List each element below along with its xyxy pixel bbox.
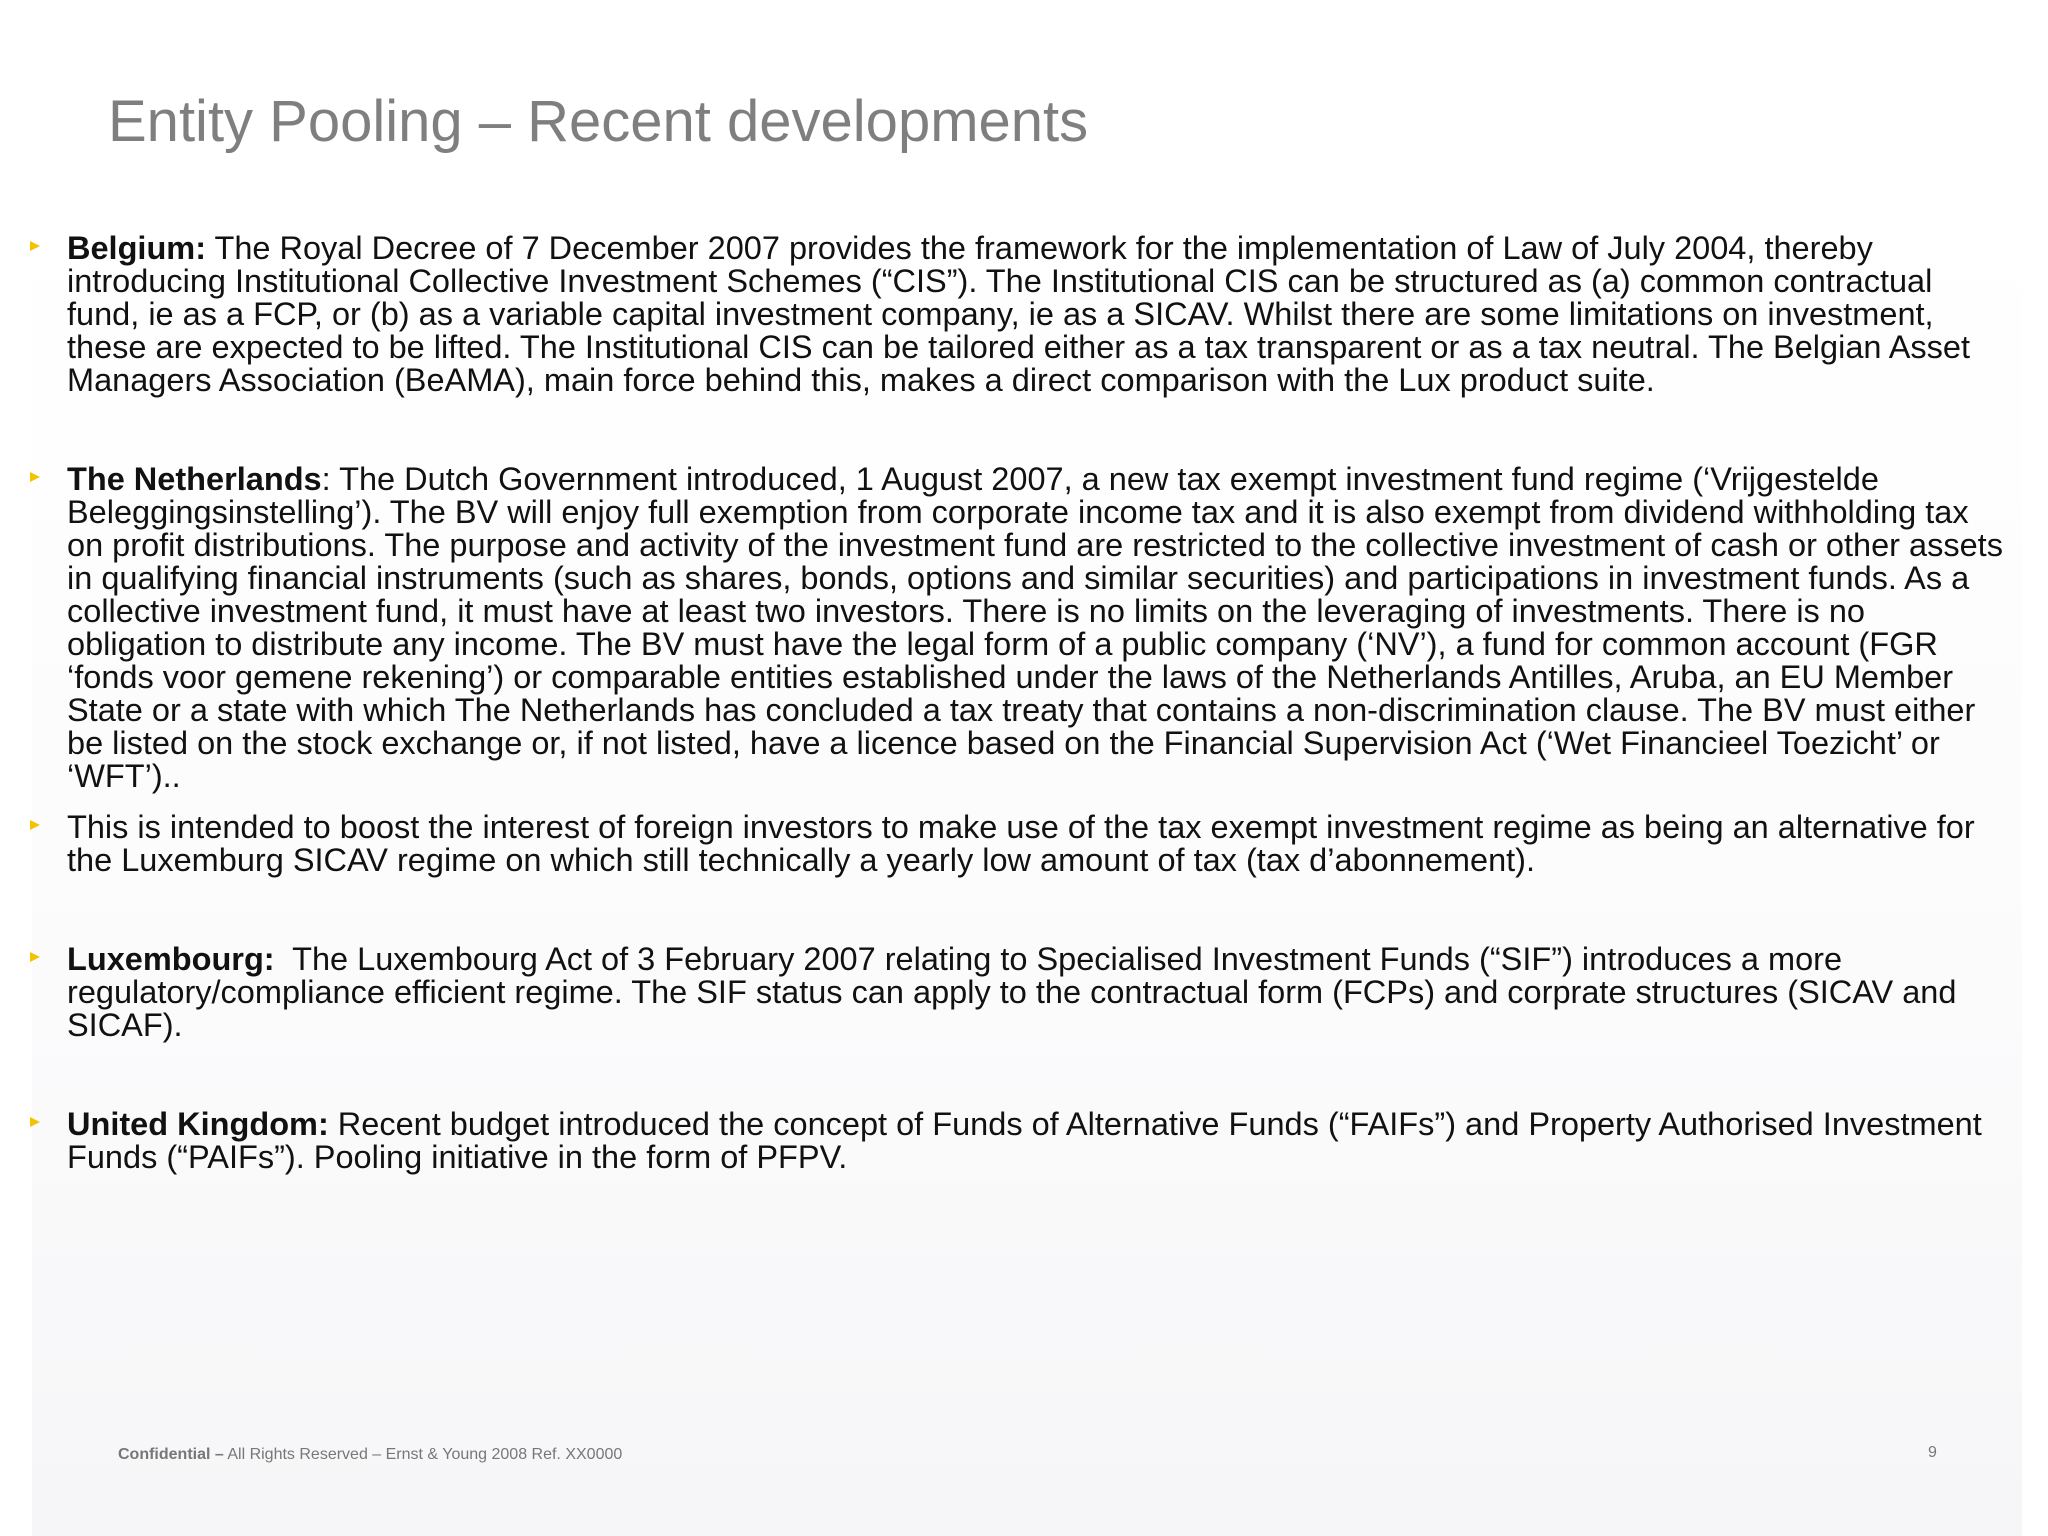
bullet-arrow-icon <box>30 241 40 251</box>
bullet-text: The Royal Decree of 7 December 2007 provides the framework for the implementation of Law of July 2004, thereby introducing Institutional Collective Investment Schemes (“CIS”). The Institutional CIS can be structured as (a) common contractual fund, ie as a FCP, or (b) as a variable capital investment company, ie as a SICAV. Whilst there are some limitations on investment, these are expected to be lifted. The Institutional CIS can be tailored either as a tax transparent or as a tax neutral. The Belgian Asset Managers Association (BeAMA), main force behind this, makes a direct comparison with the Lux product suite. <box>67 230 1970 398</box>
bullet-arrow-icon <box>30 472 40 482</box>
bullet-netherlands-followup <box>30 811 2010 877</box>
bullet-list <box>30 232 2010 1174</box>
bullet-separator: : <box>321 461 340 497</box>
bullet-separator <box>329 1106 338 1142</box>
bullet-text: This is intended to boost the interest of foreign investors to make use of the tax exempt investment regime as being an alternative for the Luxemburg SICAV regime on which still technically a yearly low amount of tax (tax d’abonnement). <box>67 809 1975 878</box>
footer-confidential-label: Confidential – <box>118 1446 224 1463</box>
bullet-text: The Luxembourg Act of 3 February 2007 relating to Specialised Investment Funds (“SIF”) introduces a more regulatory/compliance efficient regime. The SIF status can apply to the contractual form (FCPs) and corprate structures (SICAV and SICAF). <box>67 941 1957 1043</box>
bullet-label: Luxembourg: <box>67 941 275 977</box>
footer-confidentiality <box>118 1446 622 1464</box>
bullet-united-kingdom <box>30 1108 2010 1174</box>
bullet-separator <box>275 941 292 977</box>
bullet-netherlands <box>30 463 2010 793</box>
bullet-arrow-icon <box>30 952 40 962</box>
page-number: 9 <box>1928 1444 1937 1461</box>
bullet-text: The Dutch Government introduced, 1 August 2007, a new tax exempt investment fund regime (‘Vrijgestelde Beleggingsinstelling’). The BV will enjoy full exemption from corporate income tax and it is also exempt from dividend withholding tax on profit distributions. The purpose and activity of the investment fund are restricted to the collective investment of cash or other assets in qualifying financial instruments (such as shares, bonds, options and similar securities) and participations in investment funds. As a collective investment fund, it must have at least two investors. There is no limits on the leveraging of investments. There is no obligation to distribute any income. The BV must have the legal form of a public company (‘NV’), a fund for common account (FGR ‘fonds voor gemene rekening’) or comparable entities established under the laws of the Netherlands Antilles, Aruba, an EU Member State or a state with which The Netherlands has concluded a tax treaty that contains a non-discrimination clause. The BV must either be listed on the stock exchange or, if not listed, have a licence based on the Financial Supervision Act (‘Wet Financieel Toezicht’ or ‘WFT’).. <box>67 461 2003 794</box>
bullet-label: The Netherlands <box>67 461 322 497</box>
footer-rights-text: All Rights Reserved – Ernst & Young 2008 Ref. XX0000 <box>223 1446 623 1463</box>
bullet-label: Belgium: <box>67 230 207 266</box>
slide-title: Entity Pooling – Recent developments <box>108 89 1089 154</box>
bullet-belgium <box>30 232 2010 397</box>
bullet-arrow-icon <box>30 1117 40 1127</box>
bullet-label: United Kingdom: <box>67 1106 329 1142</box>
bullet-arrow-icon <box>30 820 40 830</box>
bullet-luxembourg <box>30 943 2010 1042</box>
bullet-text: Recent budget introduced the concept of Funds of Alternative Funds (“FAIFs”) and Property Authorised Investment Funds (“PAIFs”). Pooling initiative in the form of PFPV. <box>67 1106 1982 1175</box>
